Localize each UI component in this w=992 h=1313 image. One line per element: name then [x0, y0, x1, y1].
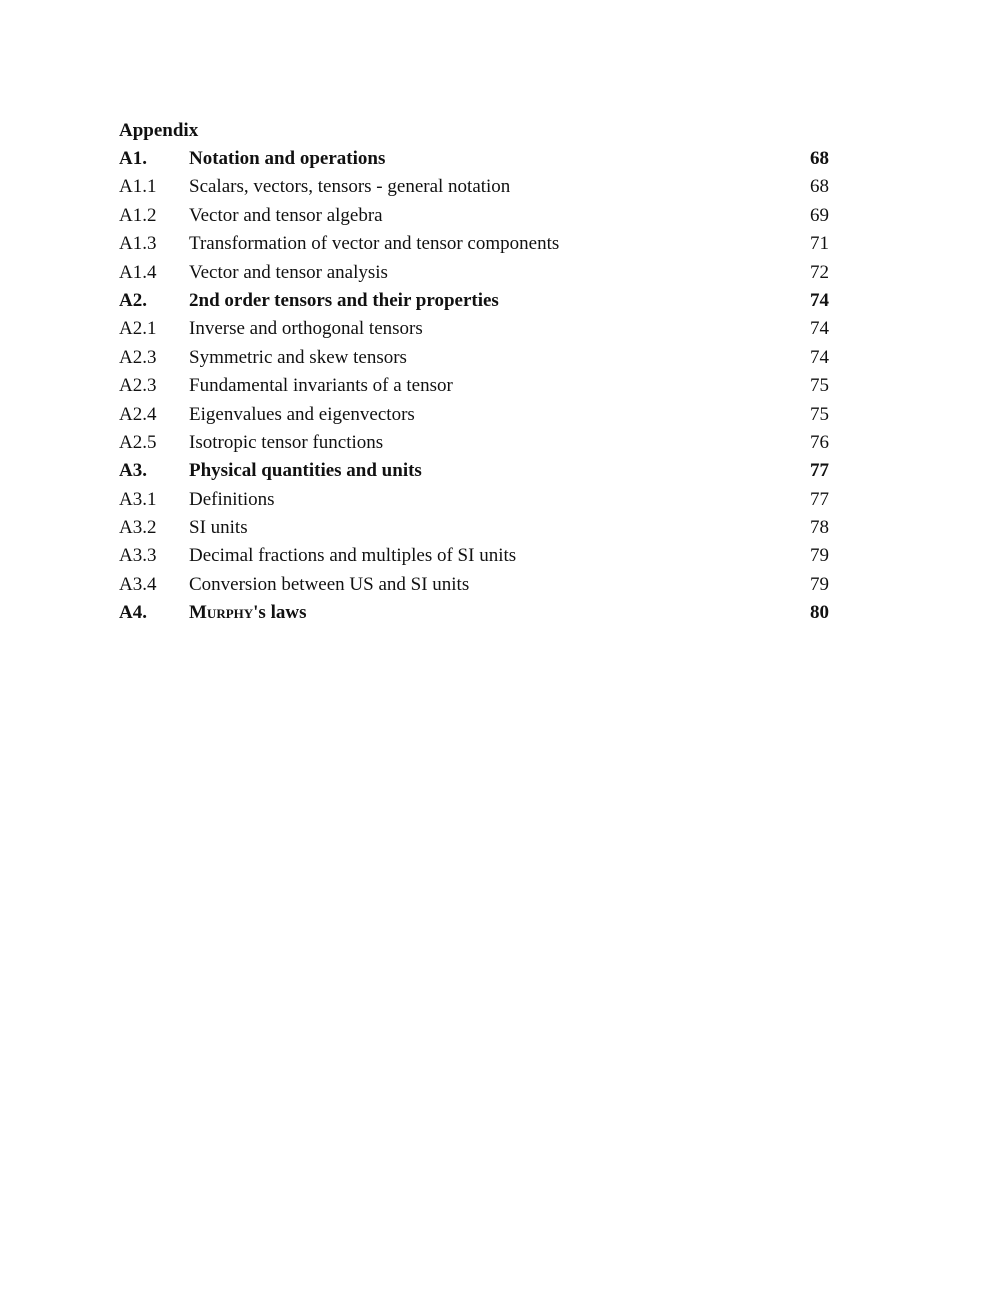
toc-entry-number: A4.: [119, 602, 147, 624]
toc-entry-a1: [119, 145, 829, 173]
toc-entry-a3: [119, 457, 829, 485]
toc-entry-page: 76: [810, 431, 829, 453]
toc-entry-title: SI units: [189, 517, 248, 539]
toc-entry-number: A1.2: [119, 204, 157, 226]
toc-entry-title: Notation and operations: [189, 148, 386, 169]
toc-entry-a1-4: [119, 259, 829, 287]
toc-entry-number: A2.1: [119, 318, 157, 340]
toc-entry-a3-1: [119, 486, 829, 514]
toc-entry-title: Eigenvalues and eigenvectors: [189, 403, 415, 425]
toc-entry-a1-2: [119, 202, 829, 230]
toc-entry-title: Decimal fractions and multiples of SI units: [189, 545, 517, 567]
toc-entry-page: 80: [810, 602, 829, 624]
toc-entry-title: Symmetric and skew tensors: [189, 346, 407, 368]
toc-entry-number: A2.4: [119, 403, 157, 425]
toc-entry-title: Scalars, vectors, tensors - general notation: [189, 176, 511, 198]
table-of-contents: [119, 145, 829, 628]
toc-entry-page: 79: [810, 573, 829, 595]
toc-entry-title-suffix: 's laws: [253, 602, 307, 624]
toc-entry-page: 74: [810, 318, 829, 340]
toc-entry-title: [189, 599, 306, 627]
toc-entry-page: 69: [810, 204, 829, 226]
toc-entry-page: 74: [810, 346, 829, 368]
toc-entry-a2-5: [119, 429, 829, 457]
toc-entry-page: 75: [810, 375, 829, 397]
toc-entry-number: A3.3: [119, 545, 157, 567]
toc-entry-page: 74: [810, 289, 829, 311]
toc-entry-page: 77: [810, 488, 829, 510]
toc-entry-number: A1.4: [119, 261, 157, 283]
toc-entry-a2-3-invariants: [119, 372, 829, 400]
toc-entry-title: Fundamental invariants of a tensor: [189, 375, 453, 397]
toc-entry-title: Conversion between US and SI units: [189, 573, 470, 595]
toc-entry-number: A1.1: [119, 176, 157, 198]
toc-entry-number: A1.: [119, 148, 147, 169]
toc-entry-number: A2.: [119, 289, 147, 311]
toc-entry-a2-1: [119, 315, 829, 343]
toc-entry-number: A2.3: [119, 346, 157, 368]
toc-entry-a1-3: [119, 230, 829, 258]
toc-entry-a3-4: [119, 571, 829, 599]
toc-entry-title: Transformation of vector and tensor components: [189, 233, 560, 255]
toc-entry-title-name: Murphy: [189, 602, 254, 624]
toc-entry-page: 71: [810, 233, 829, 255]
toc-entry-page: 68: [810, 176, 829, 198]
toc-entry-page: 79: [810, 545, 829, 567]
toc-entry-page: 78: [810, 517, 829, 539]
toc-entry-number: A3.2: [119, 517, 157, 539]
toc-entry-title: 2nd order tensors and their properties: [189, 289, 499, 311]
toc-entry-title: Vector and tensor algebra: [189, 204, 383, 226]
toc-entry-page: 75: [810, 403, 829, 425]
toc-entry-title: Vector and tensor analysis: [189, 261, 388, 283]
toc-entry-a2-3-symmetric: [119, 344, 829, 372]
toc-entry-a2-4: [119, 401, 829, 429]
toc-entry-a1-1: [119, 173, 829, 201]
toc-entry-title: Definitions: [189, 488, 275, 510]
toc-entry-number: A1.3: [119, 233, 157, 255]
toc-entry-page: 77: [810, 460, 829, 482]
toc-entry-a4: [119, 599, 829, 627]
toc-entry-title: Isotropic tensor functions: [189, 431, 384, 453]
toc-heading: Appendix: [119, 120, 199, 141]
toc-entry-number: A2.5: [119, 431, 157, 453]
toc-entry-a3-2: [119, 514, 829, 542]
toc-entry-number: A3.: [119, 460, 147, 482]
toc-entry-page: 68: [810, 148, 829, 169]
toc-entry-a3-3: [119, 542, 829, 570]
toc-entry-a2: [119, 287, 829, 315]
toc-entry-page: 72: [810, 261, 829, 283]
toc-entry-title: Physical quantities and units: [189, 460, 422, 482]
toc-entry-number: A3.4: [119, 573, 157, 595]
toc-entry-title: Inverse and orthogonal tensors: [189, 318, 423, 340]
toc-entry-number: A2.3: [119, 375, 157, 397]
toc-entry-number: A3.1: [119, 488, 157, 510]
